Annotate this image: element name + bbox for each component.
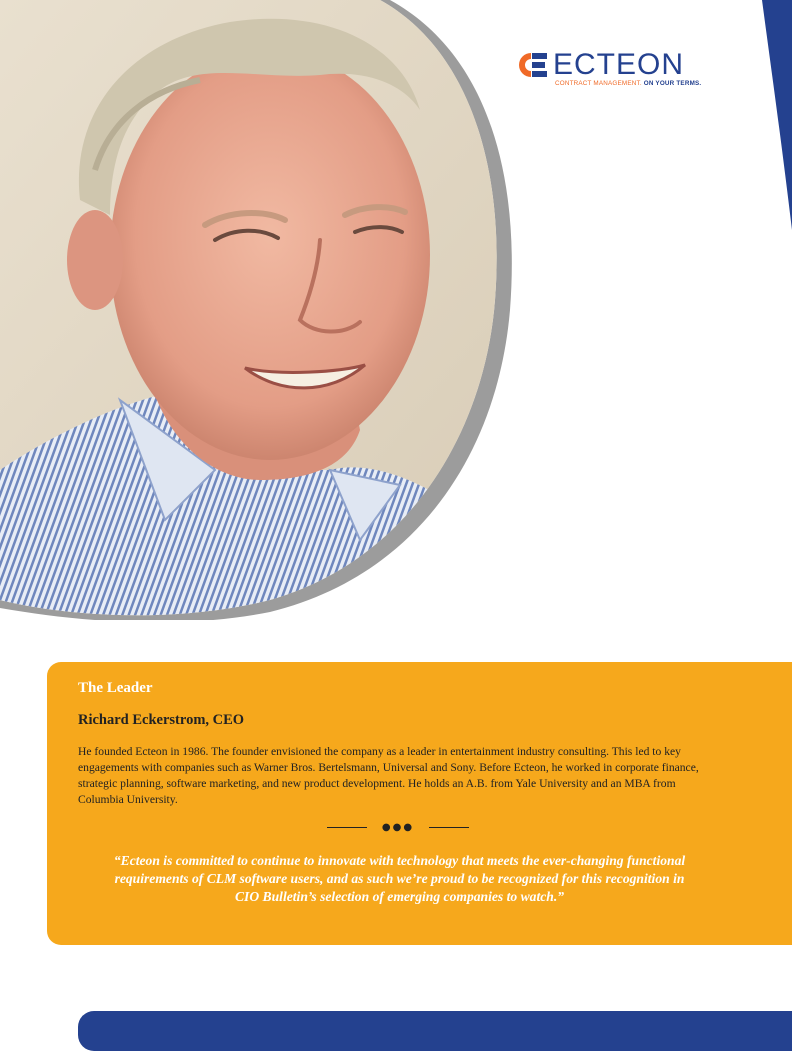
divider-line-right <box>429 827 469 828</box>
ecteon-logo-icon <box>515 52 547 78</box>
leader-name: Richard Eckerstrom, CEO <box>78 712 245 728</box>
leader-quote: “Ecteon is committed to continue to innovate with technology that meets the ever-changing functional requirements of CLM software users, and as such we’re proud to be recognized for this recognition in CIO Bulletin’s selection of emerging companies to watch.” <box>113 853 686 904</box>
logo-tagline <box>555 80 701 87</box>
divider-dots-icon: ●●● <box>381 822 415 833</box>
logo-wordmark: ECTEON <box>553 48 685 81</box>
logo-tagline-part1: CONTRACT MANAGEMENT. <box>555 80 642 87</box>
divider <box>327 822 467 834</box>
footer-blue-bar <box>78 1011 792 1051</box>
leader-card <box>47 662 792 945</box>
divider-line-left <box>327 827 367 828</box>
logo-tagline-part2: ON YOUR TERMS. <box>643 80 702 87</box>
ecteon-logo <box>515 50 725 90</box>
section-title: The Leader <box>78 680 153 696</box>
leader-bio: He founded Ecteon in 1986. The founder envisioned the company as a leader in entertainment industry consulting. This led to key engagements with companies such as Warner Bros. Bertelsmann, Universal and Sony. Before Ecteon, he worked in corporate finance, strategic planning, software marketing, and new product development. He holds an A.B. from Yale University and an MBA from Columbia University. <box>78 745 699 806</box>
